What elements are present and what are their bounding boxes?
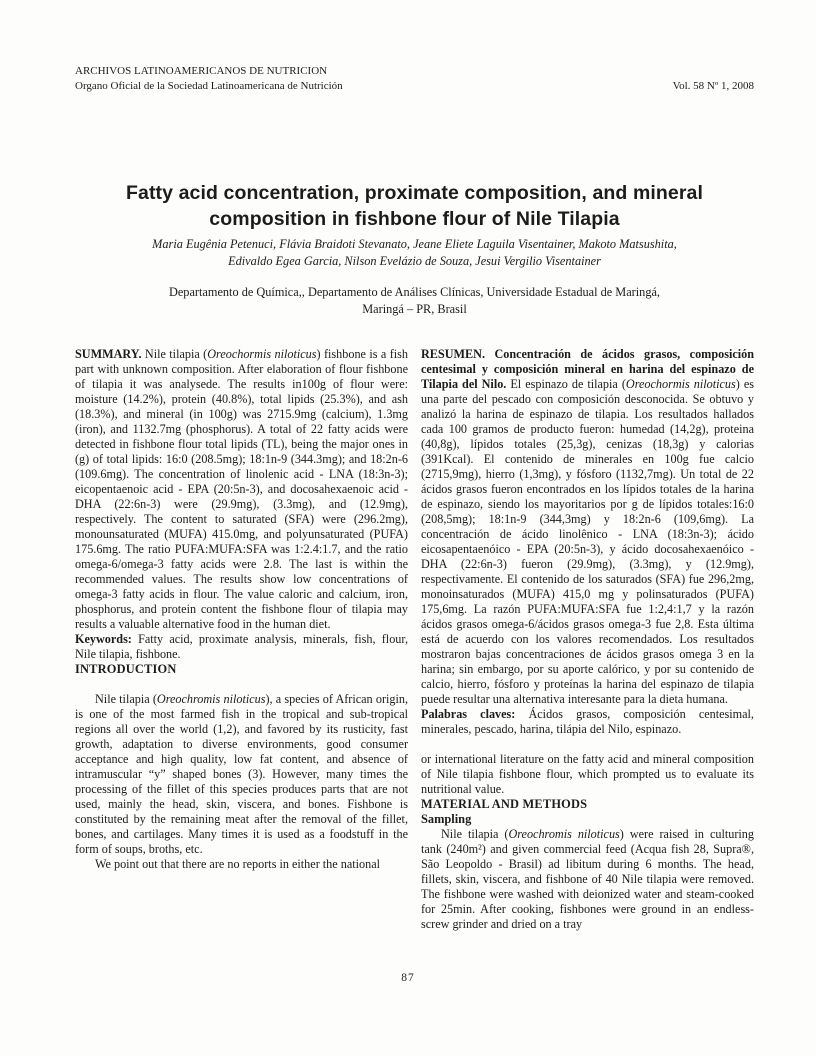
article-title: Fatty acid concentration, proximate composition, and mineral composition in fishbone flour of Nile Tilapia bbox=[125, 182, 704, 231]
authors-block bbox=[75, 236, 754, 270]
journal-name: ARCHIVOS LATINOAMERICANOS DE NUTRICION bbox=[75, 65, 328, 77]
authors-line: Maria Eugênia Petenuci, Flávia Braidoti Stevanato, Jeane Eliete Laguila Visentainer, Makoto Matsushita, bbox=[152, 237, 677, 251]
introduction-paragraph: Nile tilapia (Oreochromis niloticus), a species of African origin, is one of the most farmed fish in the tropical and sub-tropical regions all over the world (1,2), and favored by its rusticity, fast growth, adaptation to diverse environments, good consumer acceptance and high quality, low fat content, and absence of intramuscular “y” shaped bones (3). However, many times the processing of the fillet of this species produces parts that are not used, mainly the head, skin, viscera, and bones. Fishbone is constituted by the remaining meat after the removal of the fillet, bones, and cartilages. Many times it is used as a foodstuff in the form of soups, broths, etc. bbox=[75, 692, 409, 856]
journal-header bbox=[75, 64, 754, 94]
left-column bbox=[75, 347, 408, 932]
page-number: 87 bbox=[401, 972, 415, 984]
resumen-paragraph: RESUMEN. Concentración de ácidos grasos, composición centesimal y composición mineral en harina del espinazo de Tilapia del Nilo. El espinazo de tilapia (Oreochormis niloticus) es una parte del pescado con composición desconocida. Se obtuvo y analizó la harina de espinazo de tilapia. Los resultados hallados cada 100 gramos de producto fueron: humedad (14,2g), proteina (40,8g), lípidos totales (25,3g), cenizas (18,3g) y calorias (391Kcal). El contenido de minerales en 100g fue calcio (2715,9mg), hierro (1,3mg), y fósforo (1132,7mg). Un total de 22 ácidos grasos fueron encontrados en los lípidos totales de la harina de espinazo, siendo los mayoritarios por g de lípidos totales:16:0 (208,5mg); 18:1n-9 (344,3mg) y 18:2n-6 (109,6mg). La concentración de ácido linolênico - LNA (18:3n-3); ácido eicosapentaenóico - EPA (20:5n-3), y ácido docosahexaenóico - DHA (22:6n-3) fueron (29.9mg), (3.3mg), y (12.9mg), respectivamente. El contenido de los saturados (SFA) fue 296,2mg, monoinsaturados (MUFA) 415,0 mg y polinsaturados (PUFA) 175,6mg. La razón PUFA:MUFA:SFA fue 1:2,4:1,7 y la razón ácidos grasos omega-6/ácidos grasos omega-3 fue 2,8. Esta última está de acuerdo con los valores recomendados. Los resultados mostraron bajas concentraciones de ácidos grasos omega 3 en la harina; sin embargo, por su aporte calórico, y por su contenido de calcio, hierro, fósforo y proteínas la harina del espinazo de tilapia puede resultar una alternativa interesante para la dieta humana. bbox=[421, 347, 754, 706]
summary-paragraph: SUMMARY. Nile tilapia (Oreochormis niloticus) fishbone is a fish part with unknown composition. After elaboration of flour fishbone of tilapia it was analysede. The results in100g of flour were: moisture (14.2%), protein (40.8%), total lipids (25.3%), and ash (18.3%), and mineral (in 100g) was 2715.9mg (calcium), 1.3mg (iron), and 1132.7mg (phosphorus). A total of 22 fatty acids were detected in fishbone flour total lipids (TL), being the major ones in (g) of total lipids: 16:0 (208.5mg); 18:1n-9 (344.3mg); and 18:2n-6 (109.6mg). The concentration of linolenic acid - LNA (18:3n-3); eicopentaenoic acid - EPA (20:5n-3), and docosahexaenoic acid - DHA (22:6n-3) were (29.9mg), (3.3mg), and (12.9mg), respectively. The content to saturated (SFA) were (296.2mg), monounsaturated (MUFA) 415.0mg, and polyunsaturated (PUFA) 175.6mg. The ratio PUFA:MUFA:SFA was 1:2.4:1.7, and the ratio omega-6/omega-3 fatty acids were 2.8. The last is within the recommended values. The results show low concentrations of omega-3 fatty acids in flour. The value caloric and calcium, iron, phosphorus, and protein content the fishbone flour of tilapia may results a valuable alternative food in the human diet. bbox=[75, 347, 408, 631]
affiliation-line: Maringá – PR, Brasil bbox=[362, 302, 467, 316]
sampling-heading: Sampling bbox=[421, 812, 472, 826]
palabras-claves-paragraph: Palabras claves: Ácidos grasos, composición centesimal, minerales, pescado, harina, tilápia del Nilo, espinazo. bbox=[421, 707, 754, 736]
sampling-paragraph: Nile tilapia (Oreochromis niloticus) were raised in culturing tank (240m²) and given commercial feed (Acqua fish 28, Supra®, São Leopoldo - Brasil) ad libitum during 6 months. The head, fillets, skin, viscera, and fishbone of 40 Nile tilapia were removed. The fishbone were washed with deionized water and steam-cooked for 25min. After cooking, fishbones were ground in an endless-screw grinder and dried on a tray bbox=[421, 827, 754, 931]
right-column bbox=[421, 347, 754, 932]
continuation-paragraph: or international literature on the fatty acid and mineral composition of Nile tilapia fishbone flour, which prompted us to evaluate its nutritional value. bbox=[421, 752, 754, 796]
keywords-paragraph: Keywords: Fatty acid, proximate analysis, minerals, fish, flour, Nile tilapia, fishbone. bbox=[75, 632, 408, 661]
authors-line: Edivaldo Egea Garcia, Nilson Evelázio de Souza, Jesui Vergilio Visentainer bbox=[228, 254, 601, 268]
body-columns bbox=[75, 347, 754, 932]
journal-organ: Organo Oficial de la Sociedad Latinoamericana de Nutrición bbox=[75, 80, 343, 92]
affiliation-block bbox=[75, 284, 754, 318]
introduction-paragraph: We point out that there are no reports in either the national bbox=[95, 857, 380, 871]
methods-heading: MATERIAL AND METHODS bbox=[421, 797, 588, 811]
journal-issue: Vol. 58 Nº 1, 2008 bbox=[672, 80, 754, 92]
introduction-heading: INTRODUCTION bbox=[75, 662, 177, 676]
affiliation-line: Departamento de Química,, Departamento de Análises Clínicas, Universidade Estadual de Maringá, bbox=[168, 285, 661, 299]
journal-masthead bbox=[75, 64, 343, 94]
